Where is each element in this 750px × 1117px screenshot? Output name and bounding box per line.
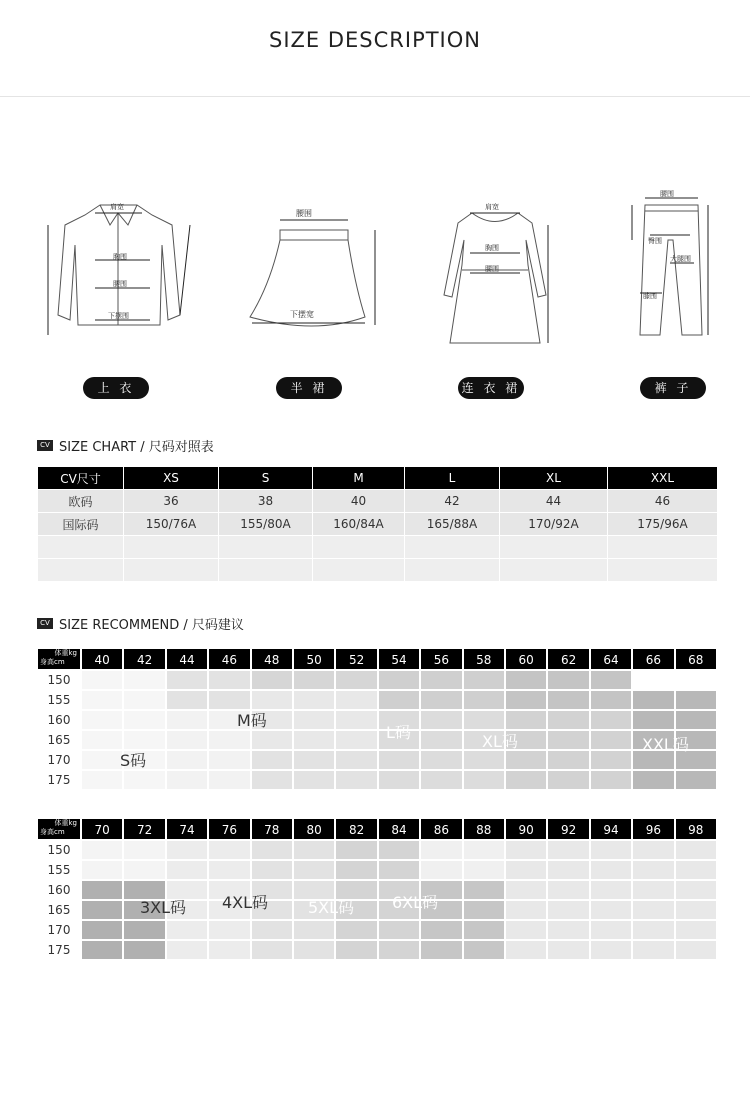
height-label: 155 xyxy=(37,860,81,880)
recommend-cell xyxy=(505,940,547,960)
recommend-cell xyxy=(463,860,505,880)
table-row xyxy=(38,536,718,559)
weight-header-cell: 82 xyxy=(335,818,377,840)
recommend-cell xyxy=(590,840,632,860)
weight-header-cell: 74 xyxy=(166,818,208,840)
recommend-cell xyxy=(420,920,462,940)
recommend-cell xyxy=(463,900,505,920)
weight-header-cell: 88 xyxy=(463,818,505,840)
weight-header-cell: 80 xyxy=(293,818,335,840)
size-label-m: M码 xyxy=(237,711,267,730)
height-label: 170 xyxy=(37,920,81,940)
recommend-cell xyxy=(420,750,462,770)
weight-header-cell: 94 xyxy=(590,818,632,840)
table-cell: 36 xyxy=(124,490,219,513)
cv-badge: CV xyxy=(37,440,53,451)
recommend-cell xyxy=(590,750,632,770)
recommend-title: SIZE RECOMMEND / 尺码建议 xyxy=(59,618,244,633)
recommend-cell xyxy=(505,710,547,730)
recommend-cell xyxy=(335,670,377,690)
recommend-cell xyxy=(420,940,462,960)
size-chart-title: SIZE CHART / 尺码对照表 xyxy=(59,440,214,455)
recommend-cell xyxy=(463,750,505,770)
recommend-cell xyxy=(293,670,335,690)
header-cell: XXL xyxy=(608,467,718,490)
recommend-cell xyxy=(251,860,293,880)
weight-header-cell: 44 xyxy=(166,648,208,670)
recommend-cell xyxy=(675,920,717,940)
recommend-cell xyxy=(420,730,462,750)
height-label: 175 xyxy=(37,940,81,960)
recommend-cell xyxy=(675,840,717,860)
recommend-cell xyxy=(590,710,632,730)
weight-header-cell: 56 xyxy=(420,648,462,670)
recommend-cell xyxy=(547,770,589,790)
recommend-cell xyxy=(590,940,632,960)
recommend-cell xyxy=(378,840,420,860)
recommend-cell xyxy=(335,770,377,790)
recommend-cell xyxy=(590,920,632,940)
recommend-cell xyxy=(123,840,165,860)
weight-header-cell: 58 xyxy=(463,648,505,670)
recommend-cell xyxy=(335,840,377,860)
recommend-cell xyxy=(293,840,335,860)
recommend-cell xyxy=(166,770,208,790)
recommend-cell xyxy=(208,840,250,860)
recommend-cell xyxy=(505,770,547,790)
shirt-chest-label: 胸围 xyxy=(113,253,127,261)
recommend-cell xyxy=(293,920,335,940)
recommend-cell xyxy=(547,920,589,940)
table-cell: 46 xyxy=(608,490,718,513)
weight-header-cell: 66 xyxy=(632,648,674,670)
recommend-cell xyxy=(81,840,123,860)
recommend-cell xyxy=(166,920,208,940)
weight-header-cell: 60 xyxy=(505,648,547,670)
recommend-cell xyxy=(632,840,674,860)
label-top: 上 衣 xyxy=(83,377,149,399)
recommend-cell xyxy=(293,940,335,960)
height-label: 160 xyxy=(37,880,81,900)
recommend-cell xyxy=(632,920,674,940)
weight-header-cell: 96 xyxy=(632,818,674,840)
weight-header-cell: 62 xyxy=(547,648,589,670)
recommend-cell xyxy=(378,920,420,940)
table-cell: 国际码 xyxy=(38,513,124,536)
shirt-shoulder-label: 肩宽 xyxy=(110,203,124,211)
height-label: 175 xyxy=(37,770,81,790)
table-cell: 44 xyxy=(500,490,608,513)
size-label-6xl: 6XL码 xyxy=(392,893,439,912)
recommend-cell xyxy=(463,940,505,960)
recommend-cell xyxy=(675,900,717,920)
weight-header-cell: 98 xyxy=(675,818,717,840)
label-pants: 裤 子 xyxy=(640,377,706,399)
recommend-cell xyxy=(293,730,335,750)
recommend-cell xyxy=(505,880,547,900)
recommend-cell xyxy=(505,690,547,710)
recommend-heading xyxy=(37,614,244,633)
size-label-5xl: 5XL码 xyxy=(308,898,355,917)
recommend-cell xyxy=(208,750,250,770)
pants-thigh-label: 大腿围 xyxy=(670,255,691,263)
recommend-cell xyxy=(208,920,250,940)
recommend-cell xyxy=(547,750,589,770)
recommend-cell xyxy=(547,860,589,880)
recommend-cell xyxy=(293,690,335,710)
recommend-cell xyxy=(251,730,293,750)
recommend-cell xyxy=(420,710,462,730)
weight-header-cell: 48 xyxy=(251,648,293,670)
recommend-cell xyxy=(632,860,674,880)
skirt-diagram xyxy=(240,185,390,345)
recommend-cell xyxy=(632,770,674,790)
weight-header-cell: 78 xyxy=(251,818,293,840)
recommend-cell xyxy=(166,840,208,860)
weight-header-cell: 84 xyxy=(378,818,420,840)
dress-diagram xyxy=(430,185,560,345)
table-cell: 170/92A xyxy=(500,513,608,536)
recommend-cell xyxy=(208,670,250,690)
recommend-cell xyxy=(293,710,335,730)
recommend-cell xyxy=(547,730,589,750)
recommend-cell xyxy=(463,710,505,730)
table-cell: 150/76A xyxy=(124,513,219,536)
recommend-cell xyxy=(81,770,123,790)
recommend-cell xyxy=(81,690,123,710)
table-cell: 160/84A xyxy=(313,513,405,536)
recommend-cell xyxy=(123,940,165,960)
table-row xyxy=(38,513,718,536)
recommend-cell xyxy=(123,920,165,940)
recommend-cell xyxy=(505,860,547,880)
recommend-cell xyxy=(378,770,420,790)
recommend-cell xyxy=(590,670,632,690)
recommend-cell xyxy=(675,710,717,730)
recommend-cell xyxy=(81,880,123,900)
recommend-cell xyxy=(166,750,208,770)
height-label: 165 xyxy=(37,900,81,920)
recommend-cell xyxy=(547,840,589,860)
recommend-cell xyxy=(505,920,547,940)
recommend-cell xyxy=(420,860,462,880)
table-cell: 38 xyxy=(219,490,313,513)
recommend-cell xyxy=(166,940,208,960)
size-label-4xl: 4XL码 xyxy=(222,893,269,912)
pants-diagram xyxy=(610,185,720,355)
height-label: 170 xyxy=(37,750,81,770)
recommend-cell xyxy=(335,940,377,960)
corner-cell: 体重kg 身高cm xyxy=(37,818,81,840)
recommend-cell xyxy=(81,920,123,940)
size-chart-heading xyxy=(37,436,214,455)
weight-header-cell: 86 xyxy=(420,818,462,840)
table-row xyxy=(38,559,718,582)
recommend-cell xyxy=(675,860,717,880)
page-title: SIZE DESCRIPTION xyxy=(269,28,481,52)
recommend-cell xyxy=(335,690,377,710)
pants-knee-label: 膝围 xyxy=(643,292,657,300)
table-cell: 155/80A xyxy=(219,513,313,536)
recommend-cell xyxy=(463,880,505,900)
recommend-cell xyxy=(675,770,717,790)
recommend-cell xyxy=(251,940,293,960)
table-cell: 40 xyxy=(313,490,405,513)
weight-header-cell: 52 xyxy=(335,648,377,670)
recommend-cell xyxy=(632,690,674,710)
recommend-cell xyxy=(123,670,165,690)
size-label-xl: XL码 xyxy=(482,732,518,751)
recommend-cell xyxy=(166,860,208,880)
size-label-s: S码 xyxy=(120,751,147,770)
header-cell: M xyxy=(313,467,405,490)
recommend-cell xyxy=(251,750,293,770)
recommend-cell xyxy=(123,690,165,710)
size-chart-table xyxy=(37,466,718,582)
recommend-cell xyxy=(675,940,717,960)
recommend-cell xyxy=(208,730,250,750)
size-label-l: L码 xyxy=(386,723,411,742)
recommend-cell xyxy=(420,690,462,710)
label-dress: 连 衣 裙 xyxy=(458,377,524,399)
header-cell: CV尺寸 xyxy=(38,467,124,490)
corner-cell: 体重kg 身高cm xyxy=(37,648,81,670)
recommend-cell xyxy=(335,860,377,880)
weight-header-cell: 50 xyxy=(293,648,335,670)
recommend-cell xyxy=(378,670,420,690)
recommend-cell xyxy=(420,770,462,790)
recommend-cell xyxy=(547,940,589,960)
recommend-cell xyxy=(505,840,547,860)
recommend-cell xyxy=(420,670,462,690)
recommend-cell xyxy=(547,900,589,920)
recommend-cell xyxy=(293,860,335,880)
recommend-cell xyxy=(378,860,420,880)
label-skirt: 半 裙 xyxy=(276,377,342,399)
height-label: 165 xyxy=(37,730,81,750)
recommend-cell xyxy=(590,730,632,750)
recommend-cell xyxy=(505,900,547,920)
recommend-cell xyxy=(463,840,505,860)
recommend-cell xyxy=(463,920,505,940)
weight-header-cell: 68 xyxy=(675,648,717,670)
recommend-cell xyxy=(590,690,632,710)
recommend-table-2 xyxy=(37,818,717,962)
recommend-cell xyxy=(590,860,632,880)
size-label-xxl: XXL码 xyxy=(642,735,689,754)
header-cell: XS xyxy=(124,467,219,490)
recommend-cell xyxy=(123,770,165,790)
recommend-cell xyxy=(81,710,123,730)
recommend-cell xyxy=(335,750,377,770)
height-label: 150 xyxy=(37,670,81,690)
recommend-cell xyxy=(463,670,505,690)
recommend-cell xyxy=(335,710,377,730)
table-row xyxy=(38,490,718,513)
recommend-cell xyxy=(251,690,293,710)
weight-header-cell: 72 xyxy=(123,818,165,840)
recommend-cell xyxy=(208,860,250,880)
recommend-cell xyxy=(632,710,674,730)
pants-hip-label: 臀围 xyxy=(648,237,662,245)
table-cell: 欧码 xyxy=(38,490,124,513)
recommend-cell xyxy=(547,690,589,710)
recommend-cell xyxy=(632,900,674,920)
dress-chest-label: 胸围 xyxy=(485,244,499,252)
recommend-cell xyxy=(123,860,165,880)
shirt-hem-label: 下摆围 xyxy=(108,312,129,320)
recommend-cell xyxy=(81,750,123,770)
shirt-diagram xyxy=(40,185,200,345)
shirt-waist-label: 腰围 xyxy=(113,280,127,288)
recommend-cell xyxy=(378,750,420,770)
recommend-cell xyxy=(166,730,208,750)
pants-waist-label: 腰围 xyxy=(660,190,674,198)
table-cell: 165/88A xyxy=(405,513,500,536)
weight-header-cell: 42 xyxy=(123,648,165,670)
recommend-cell xyxy=(251,920,293,940)
recommend-cell xyxy=(335,920,377,940)
recommend-cell xyxy=(505,750,547,770)
skirt-hem-label: 下摆宽 xyxy=(290,310,314,319)
recommend-cell xyxy=(463,770,505,790)
recommend-cell xyxy=(420,840,462,860)
recommend-cell xyxy=(547,880,589,900)
recommend-cell xyxy=(293,750,335,770)
header-cell: XL xyxy=(500,467,608,490)
recommend-cell xyxy=(208,770,250,790)
recommend-cell xyxy=(632,880,674,900)
recommend-cell xyxy=(81,860,123,880)
weight-header-cell: 70 xyxy=(81,818,123,840)
recommend-cell xyxy=(251,840,293,860)
recommend-cell xyxy=(81,670,123,690)
weight-header-cell: 64 xyxy=(590,648,632,670)
recommend-cell xyxy=(632,670,674,690)
cv-badge: CV xyxy=(37,618,53,629)
table-cell: 42 xyxy=(405,490,500,513)
recommend-cell xyxy=(166,710,208,730)
recommend-cell xyxy=(335,730,377,750)
header-cell: S xyxy=(219,467,313,490)
recommend-cell xyxy=(293,770,335,790)
recommend-cell xyxy=(81,940,123,960)
recommend-cell xyxy=(166,670,208,690)
recommend-cell xyxy=(675,690,717,710)
height-label: 150 xyxy=(37,840,81,860)
recommend-cell xyxy=(547,710,589,730)
recommend-cell xyxy=(590,900,632,920)
recommend-cell xyxy=(378,690,420,710)
recommend-cell xyxy=(208,940,250,960)
weight-header-cell: 92 xyxy=(547,818,589,840)
recommend-cell xyxy=(675,880,717,900)
recommend-cell xyxy=(632,940,674,960)
table-header-row xyxy=(38,467,718,490)
recommend-cell xyxy=(81,900,123,920)
height-label: 155 xyxy=(37,690,81,710)
recommend-cell xyxy=(505,670,547,690)
recommend-cell xyxy=(378,940,420,960)
recommend-cell xyxy=(81,730,123,750)
recommend-cell xyxy=(208,690,250,710)
weight-header-cell: 76 xyxy=(208,818,250,840)
weight-header-cell: 90 xyxy=(505,818,547,840)
divider xyxy=(0,96,750,97)
recommend-cell xyxy=(123,710,165,730)
recommend-cell xyxy=(166,690,208,710)
recommend-cell xyxy=(547,670,589,690)
skirt-waist-label: 腰围 xyxy=(296,209,312,218)
recommend-cell xyxy=(251,670,293,690)
weight-header-cell: 54 xyxy=(378,648,420,670)
recommend-cell xyxy=(251,770,293,790)
size-label-3xl: 3XL码 xyxy=(140,898,187,917)
recommend-cell xyxy=(123,730,165,750)
weight-header-cell: 40 xyxy=(81,648,123,670)
height-label: 160 xyxy=(37,710,81,730)
table-cell: 175/96A xyxy=(608,513,718,536)
header-cell: L xyxy=(405,467,500,490)
recommend-cell xyxy=(463,690,505,710)
recommend-cell xyxy=(675,670,717,690)
recommend-cell xyxy=(590,880,632,900)
weight-header-cell: 46 xyxy=(208,648,250,670)
recommend-cell xyxy=(590,770,632,790)
dress-waist-label: 腰围 xyxy=(485,265,499,273)
dress-shoulder-label: 肩宽 xyxy=(485,203,499,211)
